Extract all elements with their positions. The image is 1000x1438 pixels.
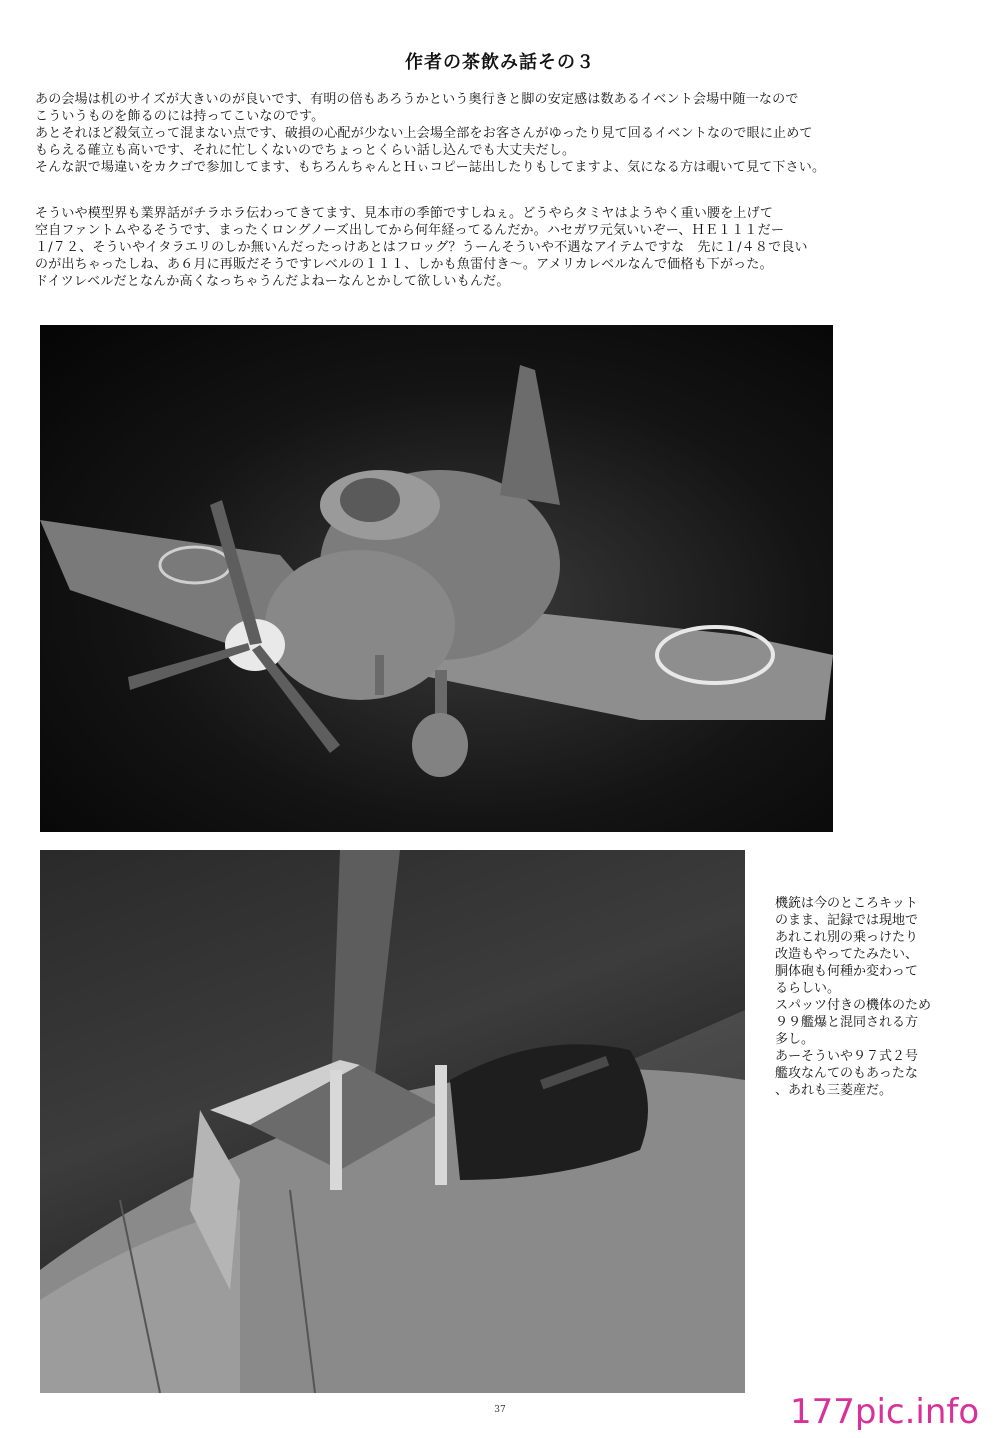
text-line: そんな訳で場違いをカクゴで参加してます、もちろんちゃんとＨぃコピー誌出したりもしてますよ、気になる方は覗いて見て下さい。 xyxy=(35,160,826,175)
aircraft-front-illustration xyxy=(40,325,833,832)
text-line: 空自ファントムやるそうです、まったくロングノーズ出してから何年経ってるんだか。ハセガワ元気いいぞー、ＨＥ１１１だー xyxy=(35,223,785,238)
sidebar-caption xyxy=(775,895,975,1099)
text-line: のが出ちゃったしね、あ６月に再販だそうですレベルの１１１、しかも魚雷付き～。アメリカレベルなんで価格も下がった。 xyxy=(35,257,773,272)
text-line: 、あれも三菱産だ。 xyxy=(775,1083,893,1098)
paragraph-industry-talk xyxy=(35,205,975,290)
page-title: 作者の茶飲み話その３ xyxy=(405,52,595,73)
text-line: 胴体砲も何種か変わって xyxy=(775,964,918,979)
text-line: 多し。 xyxy=(775,1032,815,1047)
text-line: のまま、記録では現地で xyxy=(775,913,919,928)
text-line: あーそういや９７式２号 xyxy=(775,1049,919,1064)
text-line: スパッツ付きの機体のため xyxy=(775,998,932,1013)
page-number: 37 xyxy=(494,1405,506,1415)
aircraft-cockpit-photo xyxy=(40,850,745,1393)
text-line: 機銃は今のところキット xyxy=(775,896,918,911)
text-line: ９９艦爆と混同される方 xyxy=(775,1015,919,1030)
aircraft-model-photo-front xyxy=(40,325,833,832)
text-line: あとそれほど殺気立って混まない点です、破損の心配が少ない上会場全部をお客さんがゆったり見て回るイベントなので眼に止めて xyxy=(35,126,813,141)
text-line: ドイツレベルだとなんか高くなっちゃうんだよねーなんとかして欲しいもんだ。 xyxy=(35,274,510,289)
cockpit-illustration xyxy=(40,850,745,1393)
watermark: 177pic.info xyxy=(790,1392,980,1432)
text-line: そういや模型界も業界話がチラホラ伝わってきてます、見本市の季節ですしねぇ。どうやらタミヤはようやく重い腰を上げて xyxy=(35,206,774,221)
text-line: 改造もやってたみたい、 xyxy=(775,947,919,962)
text-line: るらしい。 xyxy=(775,981,841,996)
text-line: もらえる確立も高いです、それに忙しくないのでちょっとくらい話し込んでも大丈夫だし。 xyxy=(35,143,576,158)
paragraph-event-talk xyxy=(35,91,975,176)
text-line: あれこれ別の乗っけたり xyxy=(775,930,919,945)
text-line: あの会場は机のサイズが大きいのが良いです、有明の倍もあろうかという奥行きと脚の安定感は数あるイベント会場中随一なので xyxy=(35,92,799,107)
text-line: １/７２、そういやイタラエリのしか無いんだったっけあとはフロッグ？うーんそういや不遇なアイテムですな 先に１/４８で良い xyxy=(35,240,808,255)
text-line: こういうものを飾るのには持ってこいなのです。 xyxy=(35,109,325,124)
text-line: 艦攻なんてのもあったな xyxy=(775,1066,918,1081)
